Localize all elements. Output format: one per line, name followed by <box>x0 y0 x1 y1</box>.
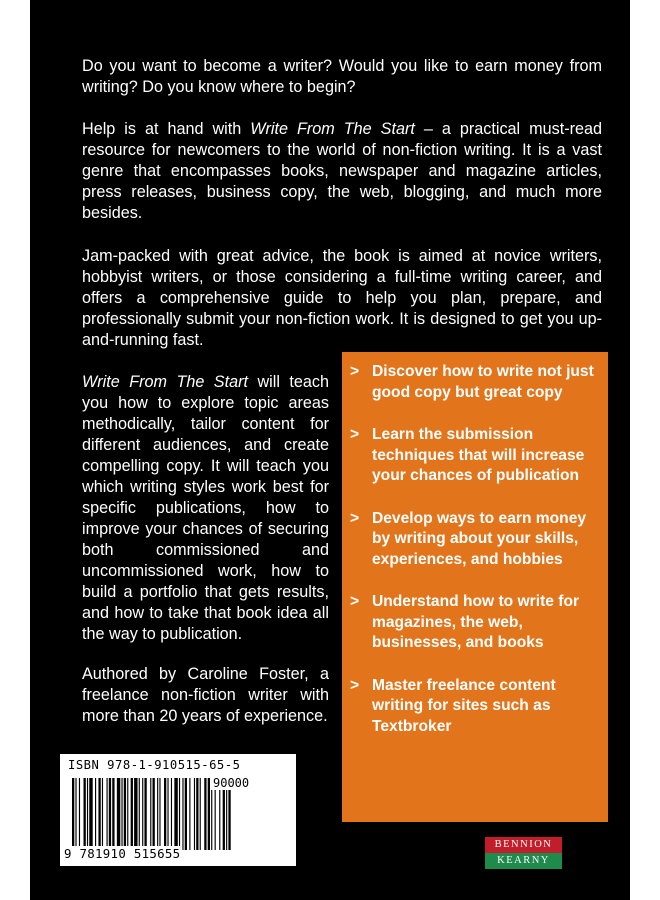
benefit-item <box>350 676 598 738</box>
isbn-barcode <box>60 754 296 866</box>
chevron-right-icon: > <box>350 593 360 610</box>
intro-text: Do you want to become a writer? Would you like to earn money from writing? Do you know where to begin? <box>82 57 602 96</box>
barcode-bar <box>167 778 168 850</box>
blurb-paragraph-help <box>82 119 602 224</box>
benefit-text: Discover how to write not just good copy but great copy <box>372 363 594 401</box>
barcode-bar <box>159 778 160 850</box>
barcode-bar <box>98 778 100 850</box>
publisher-name-bottom: KEARNY <box>485 853 562 869</box>
blurb-paragraph-teach <box>82 372 329 645</box>
barcode-bar <box>84 778 86 850</box>
barcode-bar <box>75 778 76 850</box>
isbn-label: ISBN 978-1-910515-65-5 <box>68 758 241 772</box>
chevron-right-icon: > <box>350 676 360 694</box>
barcode-bars <box>72 778 284 850</box>
barcode-bar <box>87 778 88 850</box>
price-code: 90000 <box>210 776 252 790</box>
barcode-bar <box>142 778 143 850</box>
author-text: Authored by Caroline Foster, a freelance non-fiction writer with more than 20 years of experience. <box>82 665 329 725</box>
publisher-logo <box>485 837 562 869</box>
chevron-right-icon: > <box>350 363 360 380</box>
barcode-bar <box>127 778 128 850</box>
benefit-item <box>350 425 598 487</box>
barcode-bar <box>200 778 201 850</box>
barcode-bar <box>179 778 180 850</box>
barcode-bar <box>112 778 114 850</box>
benefit-item <box>350 592 598 654</box>
blurb-paragraph-author <box>82 664 329 727</box>
barcode-bar <box>121 778 122 850</box>
barcode-bar <box>117 778 120 850</box>
barcode-bar <box>107 778 108 850</box>
publisher-name-top: BENNION <box>485 837 562 853</box>
barcode-bar <box>164 778 166 850</box>
barcode-bar <box>196 778 198 850</box>
benefit-item <box>350 509 598 571</box>
ean-digits: 9 781910 515655 <box>64 846 181 861</box>
chevron-right-icon: > <box>350 509 360 527</box>
teach-text: will teach you how to explore topic areas methodically, tailor content for different audiences, and create compelling copy. It will teach you which writing styles work best for specific publications, how to improve your chances of securing both commissioned and uncommissioned work, how to build a portfolio that gets results, and how to take that book idea all the way to publication. <box>82 373 329 643</box>
barcode-bar <box>194 778 195 850</box>
help-lead-text: Help is at hand with <box>82 120 251 138</box>
barcode-bar <box>124 778 126 850</box>
benefits-box <box>342 352 608 822</box>
barcode-bar <box>95 778 96 850</box>
benefit-item <box>350 362 598 403</box>
audience-text: Jam-packed with great advice, the book is aimed at novice writers, hobbyist writers, or those considering a full-time writing career, and offers a comprehensive guide to help you plan, prepare, and professionally submit your non-fiction work. It is designed to get you up-and-running fast. <box>82 247 602 349</box>
barcode-bar <box>157 778 158 850</box>
help-rest-text: – a practical must-read resource for newcomers to the world of non-fiction writing. It is a vast genre that encompasses books, newspaper and magazine articles, press releases, business copy, the web, blogging, and much more besides. <box>82 120 603 222</box>
barcode-bar <box>89 778 92 850</box>
barcode-bar <box>185 778 187 850</box>
barcode-bar <box>134 778 137 850</box>
barcode-bar <box>182 778 183 850</box>
book-title-italic: Write From The Start <box>250 120 415 138</box>
benefit-text: Develop ways to earn money by writing about your skills, experiences, and hobbies <box>372 509 587 568</box>
book-title-italic: Write From The Start <box>82 373 248 391</box>
benefit-text: Understand how to write for magazines, the web, businesses, and books <box>372 593 580 651</box>
barcode-bar <box>204 778 206 850</box>
blurb-paragraph-intro <box>82 56 602 98</box>
barcode-bar <box>144 778 146 850</box>
barcode-bar <box>102 778 103 850</box>
barcode-bar <box>153 778 155 850</box>
blurb-paragraph-audience <box>82 246 602 351</box>
barcode-bar <box>171 778 172 850</box>
barcode-bar <box>174 778 177 850</box>
barcode-bar <box>72 778 74 850</box>
chevron-right-icon: > <box>350 426 360 443</box>
barcode-bar <box>79 778 80 850</box>
barcode-bar <box>109 778 111 850</box>
barcode-bar <box>131 778 133 850</box>
barcode-bar <box>150 778 151 850</box>
benefit-text: Master freelance content writing for sites such as Textbroker <box>372 676 556 735</box>
barcode-bar <box>139 778 140 850</box>
benefit-text: Learn the submission techniques that will increase your chances of publication <box>372 426 585 484</box>
back-cover <box>30 0 630 900</box>
barcode-bar <box>189 778 190 850</box>
